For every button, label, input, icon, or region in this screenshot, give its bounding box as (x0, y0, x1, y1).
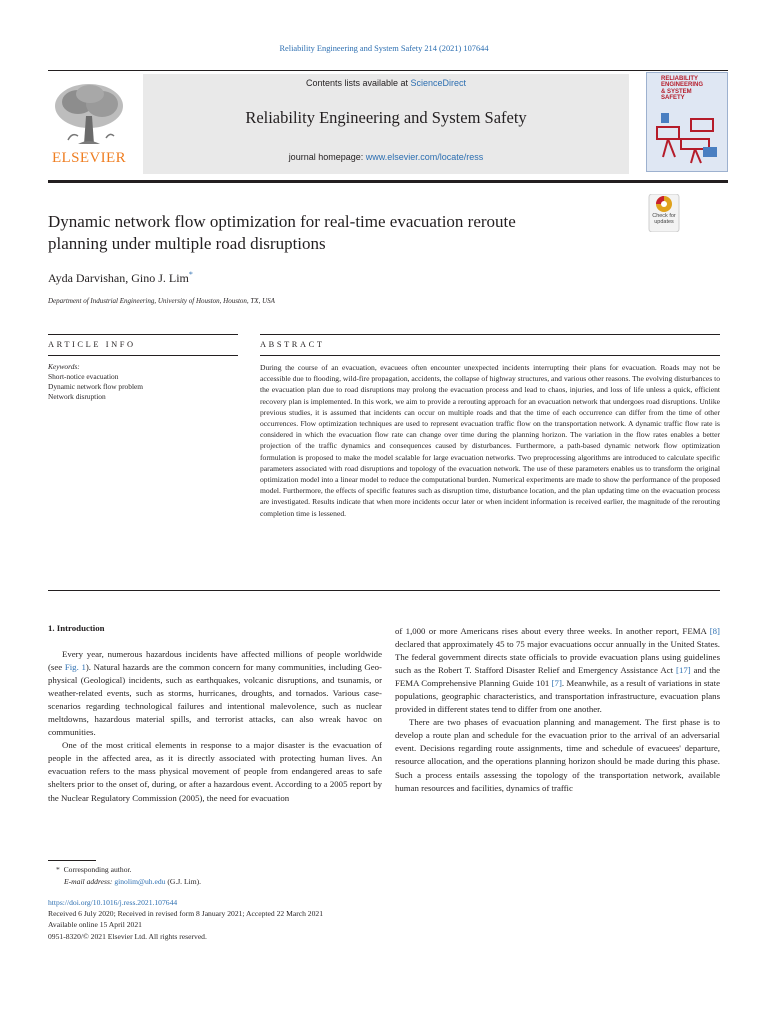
author-separator: , (125, 271, 132, 285)
citation-link[interactable]: [8] (709, 626, 720, 636)
author-list (48, 270, 193, 286)
journal-name: Reliability Engineering and System Safety (245, 108, 527, 127)
keyword: Dynamic network flow problem (48, 382, 144, 391)
title-line-1: Dynamic network flow optimization for real-time evacuation reroute (48, 212, 516, 231)
homepage-prefix: journal homepage: (288, 152, 366, 162)
keywords-block (48, 362, 238, 402)
body-column-right (395, 625, 720, 795)
paragraph: One of the most critical elements in response to a major disaster is the evacuation of people in the affected area, as it is directly associated with protecting human lives. An evacuation refers to the mass physical movement of people from endangered areas to safe shelters prior to the onset of, during, or after a hazardous event. According to a 2005 report by the Nuclear Regulatory Commission (2005), the need for evacuation (48, 740, 382, 803)
figure-reference-link[interactable]: Fig. 1 (64, 662, 86, 673)
affiliation: Department of Industrial Engineering, University of Houston, Houston, TX, USA (48, 297, 275, 305)
received-dates: Received 6 July 2020; Received in revised form 8 January 2021; Accepted 22 March 2021 (48, 909, 323, 919)
paragraph: There are two phases of evacuation planning and management. The first phase is to develop a route plan and schedule for the evacuation prior to the arrival of an adversarial event. Decisions regarding route assignments, time and schedule of evacuees' departure, resource allocation, and the operations planning horizon should be made during this phase. Such a process entails assessing the topology of the transportation network, available human resources and facilities, dynamics of traffic (395, 717, 720, 793)
paragraph-text: of 1,000 or more Americans rises about every three weeks. In another report, FEMA (395, 626, 710, 636)
keyword: Network disruption (48, 392, 106, 401)
available-online: Available online 15 April 2021 (48, 920, 142, 930)
corresponding-author-mark[interactable]: * (188, 270, 193, 279)
keyword: Short-notice evacuation (48, 372, 119, 381)
cover-title-line: ENGINEERING (661, 82, 704, 89)
citation-link[interactable]: [7] (551, 678, 562, 689)
section-heading-introduction: 1. Introduction (48, 623, 105, 633)
footnote-rule (48, 860, 96, 861)
paragraph-text: . Meanwhile, as a result of variations in state populations, geographic characteristics, and transportation infrastructure, evacuation plans provided in different states tend to differ from one another. (395, 678, 720, 715)
check-for-updates-label[interactable]: Check for updates (652, 213, 676, 225)
author-name[interactable]: Gino J. Lim (131, 271, 189, 285)
email-label: E-mail address: (64, 877, 115, 886)
contents-prefix: Contents lists available at (305, 78, 411, 88)
copyright: 0951-8320/© 2021 Elsevier Ltd. All rights reserved. (48, 931, 207, 941)
contents-line (143, 78, 629, 88)
paragraph-text: Every year, numerous hazardous incidents have affected millions of people worldwide (see (48, 649, 382, 673)
footnote-text: Corresponding author. (63, 865, 132, 874)
footnote-mark: * (56, 865, 60, 874)
corresponding-author-note (48, 864, 548, 876)
abstract-top-rule (260, 334, 720, 335)
paragraph-text: and the FEMA Comprehensive Planning Guide 101 (395, 665, 720, 689)
paragraph-text: ). Natural hazards are the common concern for many communities, including Geo-physical (Geological) incidents, such as earthquakes, volcanic disruptions, and tsunamis, or weather-related events, such as storms, hurricanes, droughts, and tornados. Various case-scenarios regarding technological failures and intentional malevolence, such as nuclear meltdowns, hazardous material spills, and terrorist attacks, can also wreak havoc on communities. (48, 662, 382, 738)
paragraph (395, 625, 720, 716)
homepage-line (143, 152, 629, 162)
journal-homepage-link[interactable]: www.elsevier.com/locate/ress (365, 152, 484, 162)
elsevier-wordmark: ELSEVIER (51, 150, 127, 166)
cover-title-line: SAFETY (661, 95, 685, 102)
journal-citation[interactable]: Reliability Engineering and System Safety 214 (2021) 107644 (279, 44, 489, 53)
abstract-text: During the course of an evacuation, evacuees often encounter unexpected incidents interrupting their plans for evacuation. Roads may not be accessible due to flooding, wild-fire propagation, accidents, the collapse of highway structures, and various other reasons. The evolving disturbances to the evacuation plan due to road disruptions may prolong the evacuation process and lead to chaos, injuries, and loss of life unless a quick, efficient recovery plan is implemented. In this work, we aim to provide a rerouting approach for an evacuation network that undergoes road disruptions. Unlike previous studies, it is assumed that incidents can occur on multiple roads and that the time of each occurrence can differ from the time of other occurrences. Flow optimization techniques are used to represent evacuation traffic flow on the transportation network. A dynamic traffic flow rate is considered in which the evacuation flow rate can change over time during the planning horizon. The variation in the flow rates enables a better projection of the traffic dynamics and consequences caused by disturbances. Furthermore, a path-based dynamic network flow optimization formulation is proposed to make the model scalable for large evacuation networks. Two preprocessing algorithms are introduced to calculate specific parameters associated with road disruptions and topology of the evacuation network. The use of these parameters enables us to transform the original optimization model into a linear model to reduce the computational burden. Numerical experiments are made to show the performance of the proposed model. Furthermore, the effects of specific features such as disruption time, disturbance location, and the plan updating time on the evacuation process are investigated. Results indicate that when more incidents occur later or when incident information is received earlier, the magnitude of the rerouting completion time is lessened. (260, 363, 720, 518)
header-rule-bottom (48, 180, 728, 183)
cover-illustration (651, 113, 725, 169)
sciencedirect-link[interactable]: ScienceDirect (410, 78, 467, 88)
paragraph-text: declared that approximately 45 to 75 major evacuations occur annually in the United States. The federal government directs state officials to provide evacuation plans using guidelines such as the Robert T. Stafford Disaster Relief and Emergency Assistance Act (395, 639, 720, 676)
info-mid-rule (48, 355, 238, 356)
journal-cover-thumbnail[interactable] (646, 72, 728, 172)
footnotes (48, 864, 548, 888)
doi-link[interactable]: https://doi.org/10.1016/j.ress.2021.107644 (48, 898, 178, 907)
keywords-label: Keywords: (48, 362, 80, 371)
abstract-heading: ABSTRACT (260, 340, 325, 349)
title-line-2: planning under multiple road disruptions (48, 234, 326, 253)
email-note (48, 876, 548, 888)
citation-link[interactable]: [17] (676, 665, 691, 676)
cover-title (661, 76, 727, 102)
author-name[interactable]: Ayda Darvishan (48, 271, 126, 285)
body-column-left (48, 648, 382, 805)
email-link[interactable]: ginolim@uh.edu (114, 877, 166, 886)
cover-title-line: & SYSTEM (661, 88, 692, 95)
publication-info (48, 897, 608, 942)
article-info-heading: ARTICLE INFO (48, 340, 136, 349)
cover-title-line: RELIABILITY (661, 76, 698, 82)
abstract-mid-rule (260, 355, 720, 356)
paragraph (48, 648, 382, 739)
info-top-rule (48, 334, 238, 335)
header-rule-top (48, 70, 728, 71)
abstract-bottom-rule (48, 590, 720, 591)
article-title (48, 211, 608, 255)
email-suffix: (G.J. Lim). (165, 877, 202, 886)
